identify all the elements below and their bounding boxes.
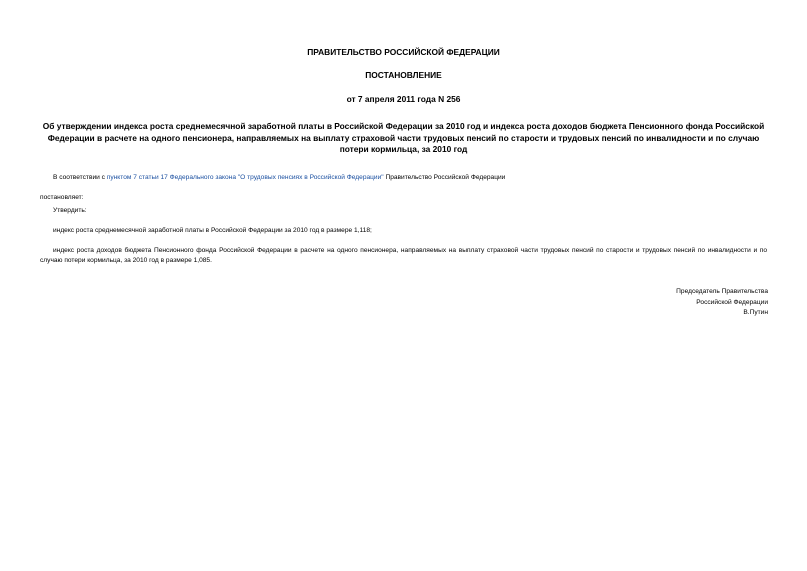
approved-item-wage-index: индекс роста среднемесячной заработной платы в Российской Федерации за 2010 год в размере 1,118; bbox=[53, 227, 372, 234]
accordance-paragraph bbox=[53, 173, 505, 183]
accordance-prefix: В соответствии с bbox=[53, 174, 107, 181]
document-type-heading: ПОСТАНОВЛЕНИЕ bbox=[365, 70, 442, 80]
accordance-suffix: Правительство Российской Федерации bbox=[383, 174, 506, 181]
decrees-line: постановляет: bbox=[40, 194, 84, 201]
approved-item-pension-fund-index: индекс роста доходов бюджета Пенсионного фонда Российской Федерации в расчете на одного пенсионера, направляемых на выплату страховой части трудовых пенсий по старости и трудовых пенсий по инвалидности и по случаю потери кормильца, за 2010 год в размере 1,085. bbox=[40, 247, 767, 264]
document-title: Об утверждении индекса роста среднемесячной заработной платы в Российской Федерации за 2010 год и индекса роста доходов бюджета Пенсионного фонда Российской Федерации в расчете на одного пенсионера, направляемых на выплату страховой части трудовых пенсий по старости и трудовых пенсий по инвалидности и по случаю потери кормильца, за 2010 год bbox=[42, 121, 765, 155]
signature-position-line1: Председатель Правительства bbox=[676, 288, 768, 295]
law-reference-link[interactable]: пунктом 7 статьи 17 Федерального закона "О трудовых пенсиях в Российской Федерации" bbox=[106, 174, 384, 181]
approve-line: Утвердить: bbox=[53, 207, 87, 214]
signature-block bbox=[676, 287, 768, 319]
signature-name: В.Путин bbox=[743, 309, 768, 316]
document-date-number: от 7 апреля 2011 года N 256 bbox=[346, 94, 461, 104]
signature-position-line2: Российской Федерации bbox=[696, 298, 768, 306]
government-heading: ПРАВИТЕЛЬСТВО РОССИЙСКОЙ ФЕДЕРАЦИИ bbox=[307, 47, 500, 57]
